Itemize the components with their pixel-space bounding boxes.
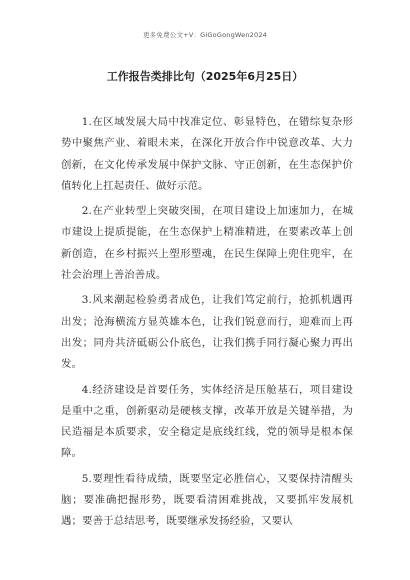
paragraph-2: 2.在产业转型上突破突围，在项目建设上加速加力，在城市建设上提质提能，在生态保护上精准精进，在要素改革上创新创造，在乡村振兴上塑形塑魂，在民生保障上兜住兜牢，在社会治理上善治善成。 xyxy=(61,205,353,282)
header-watermark: 更多免费公文+V：GiGoGongWen2024 xyxy=(142,31,267,39)
paragraph-3: 3.风来潮起检验勇者成色，让我们笃定前行，抢抓机遇再出发；沧海横流方显英雄本色，让我们锐意而行，迎难而上再出发；同舟共济砥砺公仆底色，让我们携手同行凝心聚力再出发。 xyxy=(61,294,353,371)
document-body xyxy=(61,112,353,537)
paragraph-5: 5.要理性看待成绩，既要坚定必胜信心，又要保持清醒头脑；要准确把握形势，既要看清困难挑战，又要抓牢发展机遇；要善于总结思考，既要继承发扬经验，又要认 xyxy=(61,472,353,528)
paragraph-1: 1.在区域发展大局中找准定位、彰显特色，在错综复杂形势中聚焦产业、着眼未来，在深化开放合作中锐意改革、大力创新，在文化传承发展中保护文脉、守正创新，在生态保护价值转化上扛起责任、做好示范。 xyxy=(61,116,353,192)
paragraph-4: 4.经济建设是首要任务，实体经济是压舱基石，项目建设是重中之重，创新驱动是硬核支撑，改革开放是关键举措，为民造福是本质要求，安全稳定是底线红线，党的领导是根本保障。 xyxy=(61,383,353,460)
document-title: 工作报告类排比句（2025年6月25日） xyxy=(106,70,304,83)
